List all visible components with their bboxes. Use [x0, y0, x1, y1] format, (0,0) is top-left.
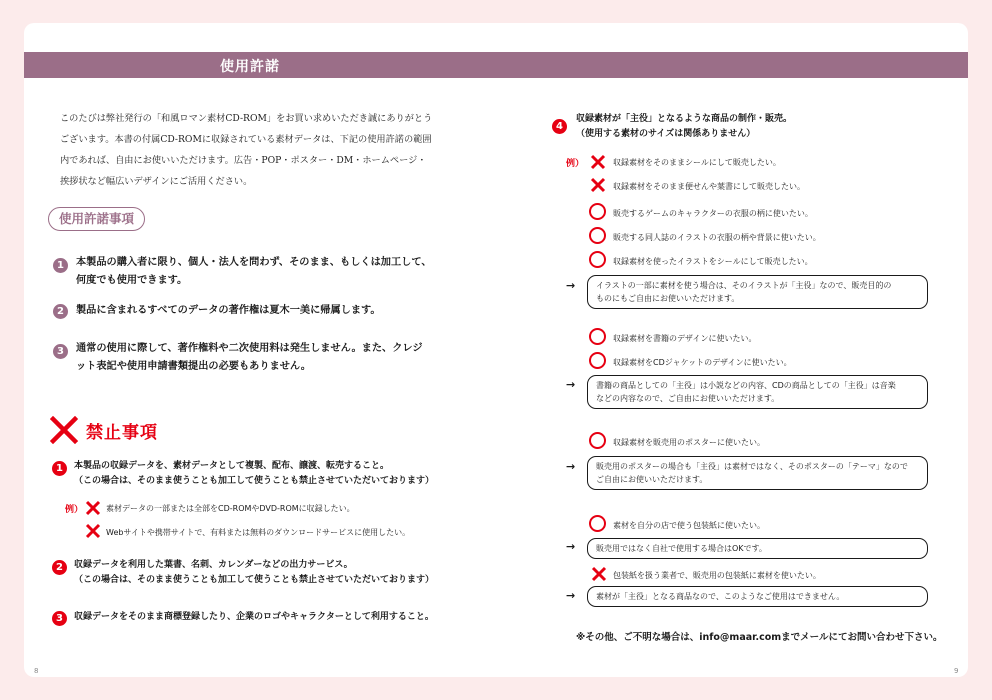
prohibited-item-line: 本製品の収録データを、素材データとして複製、配布、譲渡、転売すること。: [74, 461, 390, 471]
example-text: 収録素材を書籍のデザインに使いたい。: [613, 334, 757, 343]
prohibited-item-2: [74, 558, 434, 588]
arrow-right-icon: →: [566, 378, 576, 391]
circle-ok-icon: [589, 227, 606, 244]
note-line: などの内容なので、ご自由にお使いいただけます。: [596, 394, 780, 403]
note-line: 販売用のポスターの場合も「主役」は素材ではなく、そのポスターの「テーマ」なので: [596, 462, 908, 471]
note-box: [587, 375, 928, 409]
example-text: 収録素材を販売用のポスターに使いたい。: [613, 438, 765, 447]
circle-ok-icon: [589, 352, 606, 369]
intro-line: このたびは弊社発行の「和風ロマン素材CD-ROM」をお買い求めいただき誠にありがとう: [60, 113, 433, 124]
prohibited-item-line: 収録素材が「主役」となるような商品の制作・販売。: [576, 114, 793, 124]
note-line: ご自由にお使いいただけます。: [596, 475, 708, 484]
prohibited-item-line: （使用する素材のサイズは関係ありません）: [576, 129, 756, 139]
permitted-item-3: [76, 340, 423, 376]
example-text: 収録素材をそのままシールにして販売したい。: [613, 158, 781, 167]
prohibited-item-line: （この場合は、そのまま使うことも加工して使うことも禁止させていただいております）: [74, 476, 435, 486]
contact-note: ※その他、ご不明な場合は、info@maar.comまでメールにてお問い合わせ下さい。: [576, 632, 943, 643]
note-line: 販売用ではなく自社で使用する場合はOKです。: [596, 544, 767, 553]
number-badge-3: 3: [52, 611, 67, 626]
arrow-right-icon: →: [566, 589, 576, 602]
example-text: 収録素材をそのまま便せんや葉書にして販売したい。: [613, 182, 805, 191]
number-badge-1: 1: [53, 258, 68, 273]
note-box: [587, 456, 928, 490]
example-text: 包装紙を扱う業者で、販売用の包装紙に素材を使いたい。: [613, 571, 821, 580]
permitted-item-line: 本製品の購入者に限り、個人・法人を問わず、そのまま、もしくは加工して、: [76, 257, 432, 268]
page-number-right: 9: [954, 667, 959, 675]
permitted-item-2: [76, 302, 381, 320]
circle-ok-icon: [589, 251, 606, 268]
prohibited-item-4: [576, 112, 792, 142]
example-text: 素材データの一部または全部をCD-ROMやDVD-ROMに収録したい。: [106, 504, 355, 513]
cross-icon: [85, 500, 101, 516]
arrow-right-icon: →: [566, 540, 576, 553]
number-badge-2: 2: [52, 560, 67, 575]
intro-line: 挨拶状など幅広いデザインにご活用ください。: [60, 176, 253, 187]
circle-ok-icon: [589, 328, 606, 345]
example-text: 販売するゲームのキャラクターの衣服の柄に使いたい。: [613, 209, 813, 218]
cross-icon: [591, 566, 607, 582]
number-badge-2: 2: [53, 304, 68, 319]
prohibited-heading-label: 禁止事項: [86, 422, 158, 443]
number-badge-4: 4: [552, 119, 567, 134]
page-title: 使用許諾: [220, 59, 280, 75]
example-text: 販売する同人誌のイラストの衣服の柄や背景に使いたい。: [613, 233, 821, 242]
title-bar: [24, 52, 968, 78]
example-label: 例）: [65, 505, 84, 515]
permitted-heading: 使用許諾事項: [48, 207, 145, 231]
prohibited-heading: [50, 415, 158, 445]
cross-icon: [590, 177, 606, 193]
permitted-item-line: ット表記や使用申請書類提出の必要もありません。: [76, 361, 311, 372]
note-line: ものにもご自由にお使いいただけます。: [596, 294, 740, 303]
prohibited-item-3: [74, 610, 434, 625]
document-spread: [24, 23, 968, 677]
arrow-right-icon: →: [566, 460, 576, 473]
prohibited-item-line: 収録データをそのまま商標登録したり、企業のロゴやキャラクターとして利用すること。: [74, 612, 434, 622]
example-text: 収録素材を使ったイラストをシールにして販売したい。: [613, 257, 813, 266]
intro-line: 内であれば、自由にお使いいただけます。広告・POP・ポスター・DM・ホームページ・: [60, 155, 427, 166]
permitted-item-line: 通常の使用に際して、著作権料や二次使用料は発生しません。また、クレジ: [76, 343, 423, 354]
permitted-item-line: 製品に含まれるすべてのデータの著作権は夏木一美に帰属します。: [76, 305, 381, 316]
cross-icon: [85, 523, 101, 539]
note-box: [587, 538, 928, 559]
intro-line: ございます。本書の付属CD-ROMに収録されている素材データは、下記の使用許諾の範囲: [60, 134, 432, 145]
page-number-left: 8: [34, 667, 39, 675]
intro-paragraph: [60, 108, 460, 192]
example-label: 例）: [566, 159, 585, 169]
note-line: 書籍の商品としての「主役」は小説などの内容、CDの商品としての「主役」は音楽: [596, 381, 896, 390]
note-line: イラストの一部に素材を使う場合は、そのイラストが「主役」なので、販売目的の: [596, 281, 892, 290]
example-text: 素材を自分の店で使う包装紙に使いたい。: [613, 521, 765, 530]
cross-icon: [590, 154, 606, 170]
permitted-item-1: [76, 254, 432, 290]
example-text: Webサイトや携帯サイトで、有料または無料のダウンロードサービスに使用したい。: [106, 528, 411, 537]
arrow-right-icon: →: [566, 279, 576, 292]
permitted-item-line: 何度でも使用できます。: [76, 275, 188, 286]
number-badge-1: 1: [52, 461, 67, 476]
example-text: 収録素材をCDジャケットのデザインに使いたい。: [613, 358, 792, 367]
circle-ok-icon: [589, 203, 606, 220]
number-badge-3: 3: [53, 344, 68, 359]
prohibited-item-line: （この場合は、そのまま使うことも加工して使うことも禁止させていただいております）: [74, 575, 435, 585]
circle-ok-icon: [589, 515, 606, 532]
note-line: 素材が「主役」となる商品なので、このようなご使用はできません。: [596, 592, 845, 601]
note-box: [587, 275, 928, 309]
prohibited-item-line: 収録データを利用した葉書、名刺、カレンダーなどの出力サービス。: [74, 560, 353, 570]
cross-icon: [50, 416, 78, 444]
note-box: [587, 586, 928, 607]
circle-ok-icon: [589, 432, 606, 449]
prohibited-item-1: [74, 459, 434, 489]
